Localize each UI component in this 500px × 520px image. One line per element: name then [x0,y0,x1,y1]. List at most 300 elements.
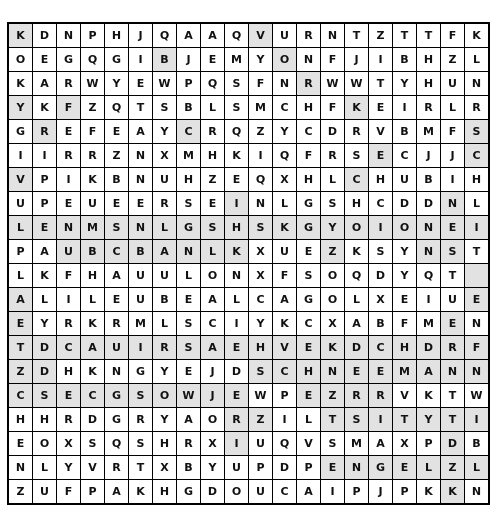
grid-cell[interactable]: R [441,336,464,359]
grid-cell[interactable]: E [201,48,224,71]
grid-cell[interactable]: K [225,240,248,263]
grid-cell[interactable]: A [105,264,128,287]
grid-cell[interactable]: G [57,48,80,71]
grid-cell[interactable]: V [273,336,296,359]
grid-cell[interactable]: R [345,384,368,407]
grid-cell[interactable]: Q [153,24,176,47]
grid-cell[interactable]: L [417,456,440,479]
grid-cell[interactable]: S [177,312,200,335]
grid-cell[interactable]: A [33,240,56,263]
grid-cell[interactable]: I [321,480,344,503]
grid-cell[interactable]: C [273,480,296,503]
grid-cell[interactable]: B [153,288,176,311]
grid-cell[interactable]: E [177,360,200,383]
grid-cell[interactable]: W [177,384,200,407]
grid-cell[interactable]: O [201,264,224,287]
grid-cell[interactable]: G [9,120,32,143]
grid-cell[interactable]: G [177,216,200,239]
grid-cell[interactable]: S [129,432,152,455]
grid-cell[interactable]: Y [393,264,416,287]
grid-cell[interactable]: C [201,312,224,335]
grid-cell[interactable]: S [297,264,320,287]
grid-cell[interactable]: Z [9,480,32,503]
grid-cell[interactable]: F [393,312,416,335]
grid-cell[interactable]: N [465,480,488,503]
grid-cell[interactable]: A [345,312,368,335]
grid-cell[interactable]: R [33,120,56,143]
grid-cell[interactable]: X [201,432,224,455]
grid-cell[interactable]: J [201,384,224,407]
grid-cell[interactable]: W [81,72,104,95]
grid-cell[interactable]: I [441,168,464,191]
grid-cell[interactable]: L [81,288,104,311]
grid-cell[interactable]: B [129,240,152,263]
grid-cell[interactable]: W [153,72,176,95]
grid-cell[interactable]: U [441,72,464,95]
grid-cell[interactable]: M [225,48,248,71]
grid-cell[interactable]: E [369,360,392,383]
grid-cell[interactable]: P [9,240,32,263]
grid-cell[interactable]: X [249,264,272,287]
grid-cell[interactable]: E [57,120,80,143]
grid-cell[interactable]: C [57,336,80,359]
grid-cell[interactable]: S [225,72,248,95]
grid-cell[interactable]: I [225,192,248,215]
grid-cell[interactable]: J [201,360,224,383]
grid-cell[interactable]: O [321,264,344,287]
grid-cell[interactable]: H [393,336,416,359]
grid-cell[interactable]: S [201,216,224,239]
grid-cell[interactable]: I [369,48,392,71]
grid-cell[interactable]: D [321,120,344,143]
grid-cell[interactable]: I [225,312,248,335]
grid-cell[interactable]: S [441,240,464,263]
grid-cell[interactable]: A [9,288,32,311]
grid-cell[interactable]: I [393,96,416,119]
grid-cell[interactable]: L [345,288,368,311]
grid-cell[interactable]: H [33,408,56,431]
grid-cell[interactable]: Q [273,432,296,455]
grid-cell[interactable]: T [321,408,344,431]
grid-cell[interactable]: Y [273,120,296,143]
grid-cell[interactable]: R [297,24,320,47]
grid-cell[interactable]: R [369,384,392,407]
grid-cell[interactable]: E [393,288,416,311]
grid-cell[interactable]: N [105,360,128,383]
grid-cell[interactable]: S [249,216,272,239]
grid-cell[interactable]: R [177,432,200,455]
grid-cell[interactable]: N [177,240,200,263]
grid-cell[interactable]: H [417,48,440,71]
grid-cell[interactable]: Y [105,72,128,95]
grid-cell[interactable]: C [393,144,416,167]
grid-cell[interactable]: U [273,24,296,47]
grid-cell[interactable]: J [417,144,440,167]
grid-cell[interactable]: Y [33,312,56,335]
grid-cell[interactable]: O [9,48,32,71]
grid-cell[interactable]: R [321,144,344,167]
grid-cell[interactable]: S [129,384,152,407]
grid-cell[interactable]: I [369,216,392,239]
grid-cell[interactable]: K [441,480,464,503]
grid-cell[interactable]: E [225,336,248,359]
grid-cell[interactable]: E [441,312,464,335]
grid-cell[interactable]: P [393,480,416,503]
grid-cell[interactable]: O [273,48,296,71]
grid-cell[interactable]: U [273,240,296,263]
grid-cell[interactable]: H [177,168,200,191]
grid-cell[interactable]: K [321,336,344,359]
grid-cell[interactable]: E [9,312,32,335]
grid-cell[interactable]: E [369,144,392,167]
grid-cell[interactable]: A [201,24,224,47]
grid-cell[interactable]: E [297,336,320,359]
grid-cell[interactable]: U [225,456,248,479]
grid-cell[interactable]: H [57,360,80,383]
grid-cell[interactable]: N [465,360,488,383]
grid-cell[interactable]: C [81,384,104,407]
grid-cell[interactable]: U [393,168,416,191]
grid-cell[interactable]: E [57,192,80,215]
grid-cell[interactable]: H [417,72,440,95]
grid-cell[interactable]: D [369,264,392,287]
grid-cell[interactable]: A [81,336,104,359]
grid-cell[interactable]: D [201,480,224,503]
grid-cell[interactable]: J [129,24,152,47]
grid-cell[interactable]: N [465,72,488,95]
grid-cell[interactable]: P [249,456,272,479]
grid-cell[interactable]: F [441,24,464,47]
grid-cell[interactable]: Y [153,360,176,383]
grid-cell[interactable]: I [9,144,32,167]
grid-cell[interactable]: U [153,264,176,287]
grid-cell[interactable] [465,264,488,287]
grid-cell[interactable]: K [9,72,32,95]
grid-cell[interactable]: E [369,96,392,119]
grid-cell[interactable]: B [417,168,440,191]
grid-cell[interactable]: K [345,96,368,119]
grid-cell[interactable]: X [321,312,344,335]
grid-cell[interactable]: L [465,456,488,479]
grid-cell[interactable]: L [33,288,56,311]
grid-cell[interactable]: H [297,168,320,191]
grid-cell[interactable]: Q [201,72,224,95]
grid-cell[interactable]: M [393,360,416,383]
grid-cell[interactable]: Q [225,24,248,47]
grid-cell[interactable]: P [273,384,296,407]
grid-cell[interactable]: E [105,120,128,143]
grid-cell[interactable]: Y [153,120,176,143]
grid-cell[interactable]: L [9,216,32,239]
grid-cell[interactable]: Z [81,96,104,119]
grid-cell[interactable]: U [33,480,56,503]
grid-cell[interactable]: K [33,264,56,287]
grid-cell[interactable]: E [297,384,320,407]
grid-cell[interactable]: M [417,120,440,143]
grid-cell[interactable]: Q [81,48,104,71]
grid-cell[interactable]: F [321,96,344,119]
grid-cell[interactable]: C [369,336,392,359]
grid-cell[interactable]: D [417,336,440,359]
grid-cell[interactable]: H [465,168,488,191]
grid-cell[interactable]: E [177,288,200,311]
grid-cell[interactable]: R [81,144,104,167]
grid-cell[interactable]: N [441,360,464,383]
grid-cell[interactable]: D [441,432,464,455]
grid-cell[interactable]: M [81,216,104,239]
grid-cell[interactable]: H [81,264,104,287]
grid-cell[interactable]: T [9,336,32,359]
grid-cell[interactable]: F [273,264,296,287]
grid-cell[interactable]: E [225,384,248,407]
grid-cell[interactable]: U [441,288,464,311]
grid-cell[interactable]: L [177,264,200,287]
grid-cell[interactable]: K [225,144,248,167]
grid-cell[interactable]: F [57,480,80,503]
grid-cell[interactable]: N [297,48,320,71]
grid-cell[interactable]: V [81,456,104,479]
grid-cell[interactable]: B [177,96,200,119]
grid-cell[interactable]: J [369,480,392,503]
grid-cell[interactable]: Z [105,144,128,167]
grid-cell[interactable]: T [129,456,152,479]
grid-cell[interactable]: R [105,456,128,479]
grid-cell[interactable]: Z [321,240,344,263]
grid-cell[interactable]: I [129,336,152,359]
grid-cell[interactable]: L [465,192,488,215]
grid-cell[interactable]: A [105,480,128,503]
grid-cell[interactable]: C [273,96,296,119]
grid-cell[interactable]: K [417,480,440,503]
grid-cell[interactable]: H [105,24,128,47]
grid-cell[interactable]: P [417,432,440,455]
grid-cell[interactable]: V [249,24,272,47]
grid-cell[interactable]: I [57,288,80,311]
grid-cell[interactable]: A [273,288,296,311]
grid-cell[interactable]: D [345,336,368,359]
grid-cell[interactable]: N [9,456,32,479]
grid-cell[interactable]: K [273,216,296,239]
grid-cell[interactable]: G [297,192,320,215]
grid-cell[interactable]: E [57,384,80,407]
grid-cell[interactable]: A [369,432,392,455]
grid-cell[interactable]: D [33,360,56,383]
grid-cell[interactable]: Y [201,456,224,479]
grid-cell[interactable]: M [249,96,272,119]
grid-cell[interactable]: U [81,192,104,215]
grid-cell[interactable]: N [129,168,152,191]
grid-cell[interactable]: D [33,336,56,359]
grid-cell[interactable]: Z [369,24,392,47]
grid-cell[interactable]: H [9,408,32,431]
grid-cell[interactable]: J [177,48,200,71]
grid-cell[interactable]: F [441,120,464,143]
grid-cell[interactable]: L [465,48,488,71]
grid-cell[interactable]: Y [57,456,80,479]
grid-cell[interactable]: I [225,432,248,455]
grid-cell[interactable]: H [153,432,176,455]
grid-cell[interactable]: E [105,288,128,311]
grid-cell[interactable]: E [321,456,344,479]
grid-cell[interactable]: H [297,96,320,119]
grid-cell[interactable]: E [345,360,368,383]
grid-cell[interactable]: D [273,456,296,479]
grid-cell[interactable]: U [249,432,272,455]
grid-cell[interactable]: U [57,240,80,263]
grid-cell[interactable]: Z [249,408,272,431]
grid-cell[interactable]: K [33,96,56,119]
grid-cell[interactable]: B [393,120,416,143]
grid-cell[interactable]: Y [417,408,440,431]
grid-cell[interactable]: P [81,480,104,503]
grid-cell[interactable]: S [369,240,392,263]
grid-cell[interactable]: N [321,360,344,383]
grid-cell[interactable]: A [201,336,224,359]
grid-cell[interactable]: K [81,312,104,335]
grid-cell[interactable]: R [57,408,80,431]
grid-cell[interactable]: P [81,24,104,47]
grid-cell[interactable]: L [273,192,296,215]
grid-cell[interactable]: C [105,240,128,263]
grid-cell[interactable]: A [33,72,56,95]
grid-cell[interactable]: Y [9,96,32,119]
grid-cell[interactable]: I [57,168,80,191]
grid-cell[interactable]: Y [393,72,416,95]
grid-cell[interactable]: E [129,72,152,95]
grid-cell[interactable]: M [345,432,368,455]
grid-cell[interactable]: H [369,168,392,191]
grid-cell[interactable]: F [81,120,104,143]
grid-cell[interactable]: K [273,312,296,335]
grid-cell[interactable]: D [393,192,416,215]
grid-cell[interactable]: T [441,264,464,287]
grid-cell[interactable]: L [441,96,464,119]
grid-cell[interactable]: Z [441,456,464,479]
grid-cell[interactable]: I [369,408,392,431]
grid-cell[interactable]: H [225,216,248,239]
grid-cell[interactable]: C [369,192,392,215]
grid-cell[interactable]: S [321,192,344,215]
grid-cell[interactable]: C [273,360,296,383]
grid-cell[interactable]: F [465,336,488,359]
grid-cell[interactable]: B [105,168,128,191]
grid-cell[interactable]: S [465,120,488,143]
grid-cell[interactable]: Y [153,408,176,431]
grid-cell[interactable]: V [393,384,416,407]
grid-cell[interactable]: I [417,288,440,311]
grid-cell[interactable]: R [297,72,320,95]
grid-cell[interactable]: F [57,96,80,119]
grid-cell[interactable]: B [393,48,416,71]
grid-cell[interactable]: S [105,216,128,239]
grid-cell[interactable]: K [129,480,152,503]
grid-cell[interactable]: G [105,48,128,71]
grid-cell[interactable]: B [465,432,488,455]
grid-cell[interactable]: Q [273,144,296,167]
grid-cell[interactable]: L [297,408,320,431]
grid-cell[interactable]: X [57,432,80,455]
grid-cell[interactable]: A [201,288,224,311]
grid-cell[interactable]: S [249,360,272,383]
grid-cell[interactable]: T [417,24,440,47]
grid-cell[interactable]: R [129,408,152,431]
grid-cell[interactable]: O [153,384,176,407]
grid-cell[interactable]: D [33,24,56,47]
grid-cell[interactable]: P [33,192,56,215]
grid-cell[interactable]: U [249,480,272,503]
grid-cell[interactable]: N [345,456,368,479]
grid-cell[interactable]: E [225,168,248,191]
grid-cell[interactable]: M [129,312,152,335]
grid-cell[interactable]: E [465,288,488,311]
grid-cell[interactable]: W [321,72,344,95]
grid-cell[interactable]: Q [225,120,248,143]
grid-cell[interactable]: P [345,480,368,503]
grid-cell[interactable]: Z [9,360,32,383]
grid-cell[interactable]: W [345,72,368,95]
grid-cell[interactable]: C [345,168,368,191]
grid-cell[interactable]: X [153,456,176,479]
grid-cell[interactable]: R [345,120,368,143]
grid-cell[interactable]: Y [321,216,344,239]
grid-cell[interactable]: S [321,432,344,455]
grid-cell[interactable]: R [57,72,80,95]
grid-cell[interactable]: O [225,480,248,503]
grid-cell[interactable]: K [9,24,32,47]
grid-cell[interactable]: L [201,240,224,263]
grid-cell[interactable]: E [33,48,56,71]
grid-cell[interactable]: S [345,408,368,431]
grid-cell[interactable]: X [273,168,296,191]
grid-cell[interactable]: M [177,144,200,167]
grid-cell[interactable]: N [417,216,440,239]
grid-cell[interactable]: K [465,24,488,47]
grid-cell[interactable]: L [321,168,344,191]
grid-cell[interactable]: N [441,192,464,215]
grid-cell[interactable]: T [345,24,368,47]
grid-cell[interactable]: B [153,48,176,71]
grid-cell[interactable]: A [417,360,440,383]
grid-cell[interactable]: K [417,384,440,407]
grid-cell[interactable]: I [465,216,488,239]
grid-cell[interactable]: Z [201,168,224,191]
grid-cell[interactable]: J [441,144,464,167]
grid-cell[interactable]: G [177,480,200,503]
grid-cell[interactable]: U [105,336,128,359]
grid-cell[interactable]: L [201,96,224,119]
grid-cell[interactable]: C [249,288,272,311]
grid-cell[interactable]: B [177,456,200,479]
grid-cell[interactable]: S [177,336,200,359]
grid-cell[interactable]: R [225,408,248,431]
grid-cell[interactable]: K [345,240,368,263]
grid-cell[interactable]: T [129,96,152,119]
grid-cell[interactable]: I [249,144,272,167]
grid-cell[interactable]: E [9,432,32,455]
grid-cell[interactable]: E [393,456,416,479]
grid-cell[interactable]: L [153,216,176,239]
grid-cell[interactable]: P [33,168,56,191]
grid-cell[interactable]: R [57,144,80,167]
grid-cell[interactable]: Y [249,312,272,335]
grid-cell[interactable]: E [129,192,152,215]
grid-cell[interactable]: T [393,24,416,47]
grid-cell[interactable]: N [249,192,272,215]
grid-cell[interactable]: E [105,192,128,215]
grid-cell[interactable]: U [9,192,32,215]
grid-cell[interactable]: T [369,72,392,95]
grid-cell[interactable]: C [297,120,320,143]
